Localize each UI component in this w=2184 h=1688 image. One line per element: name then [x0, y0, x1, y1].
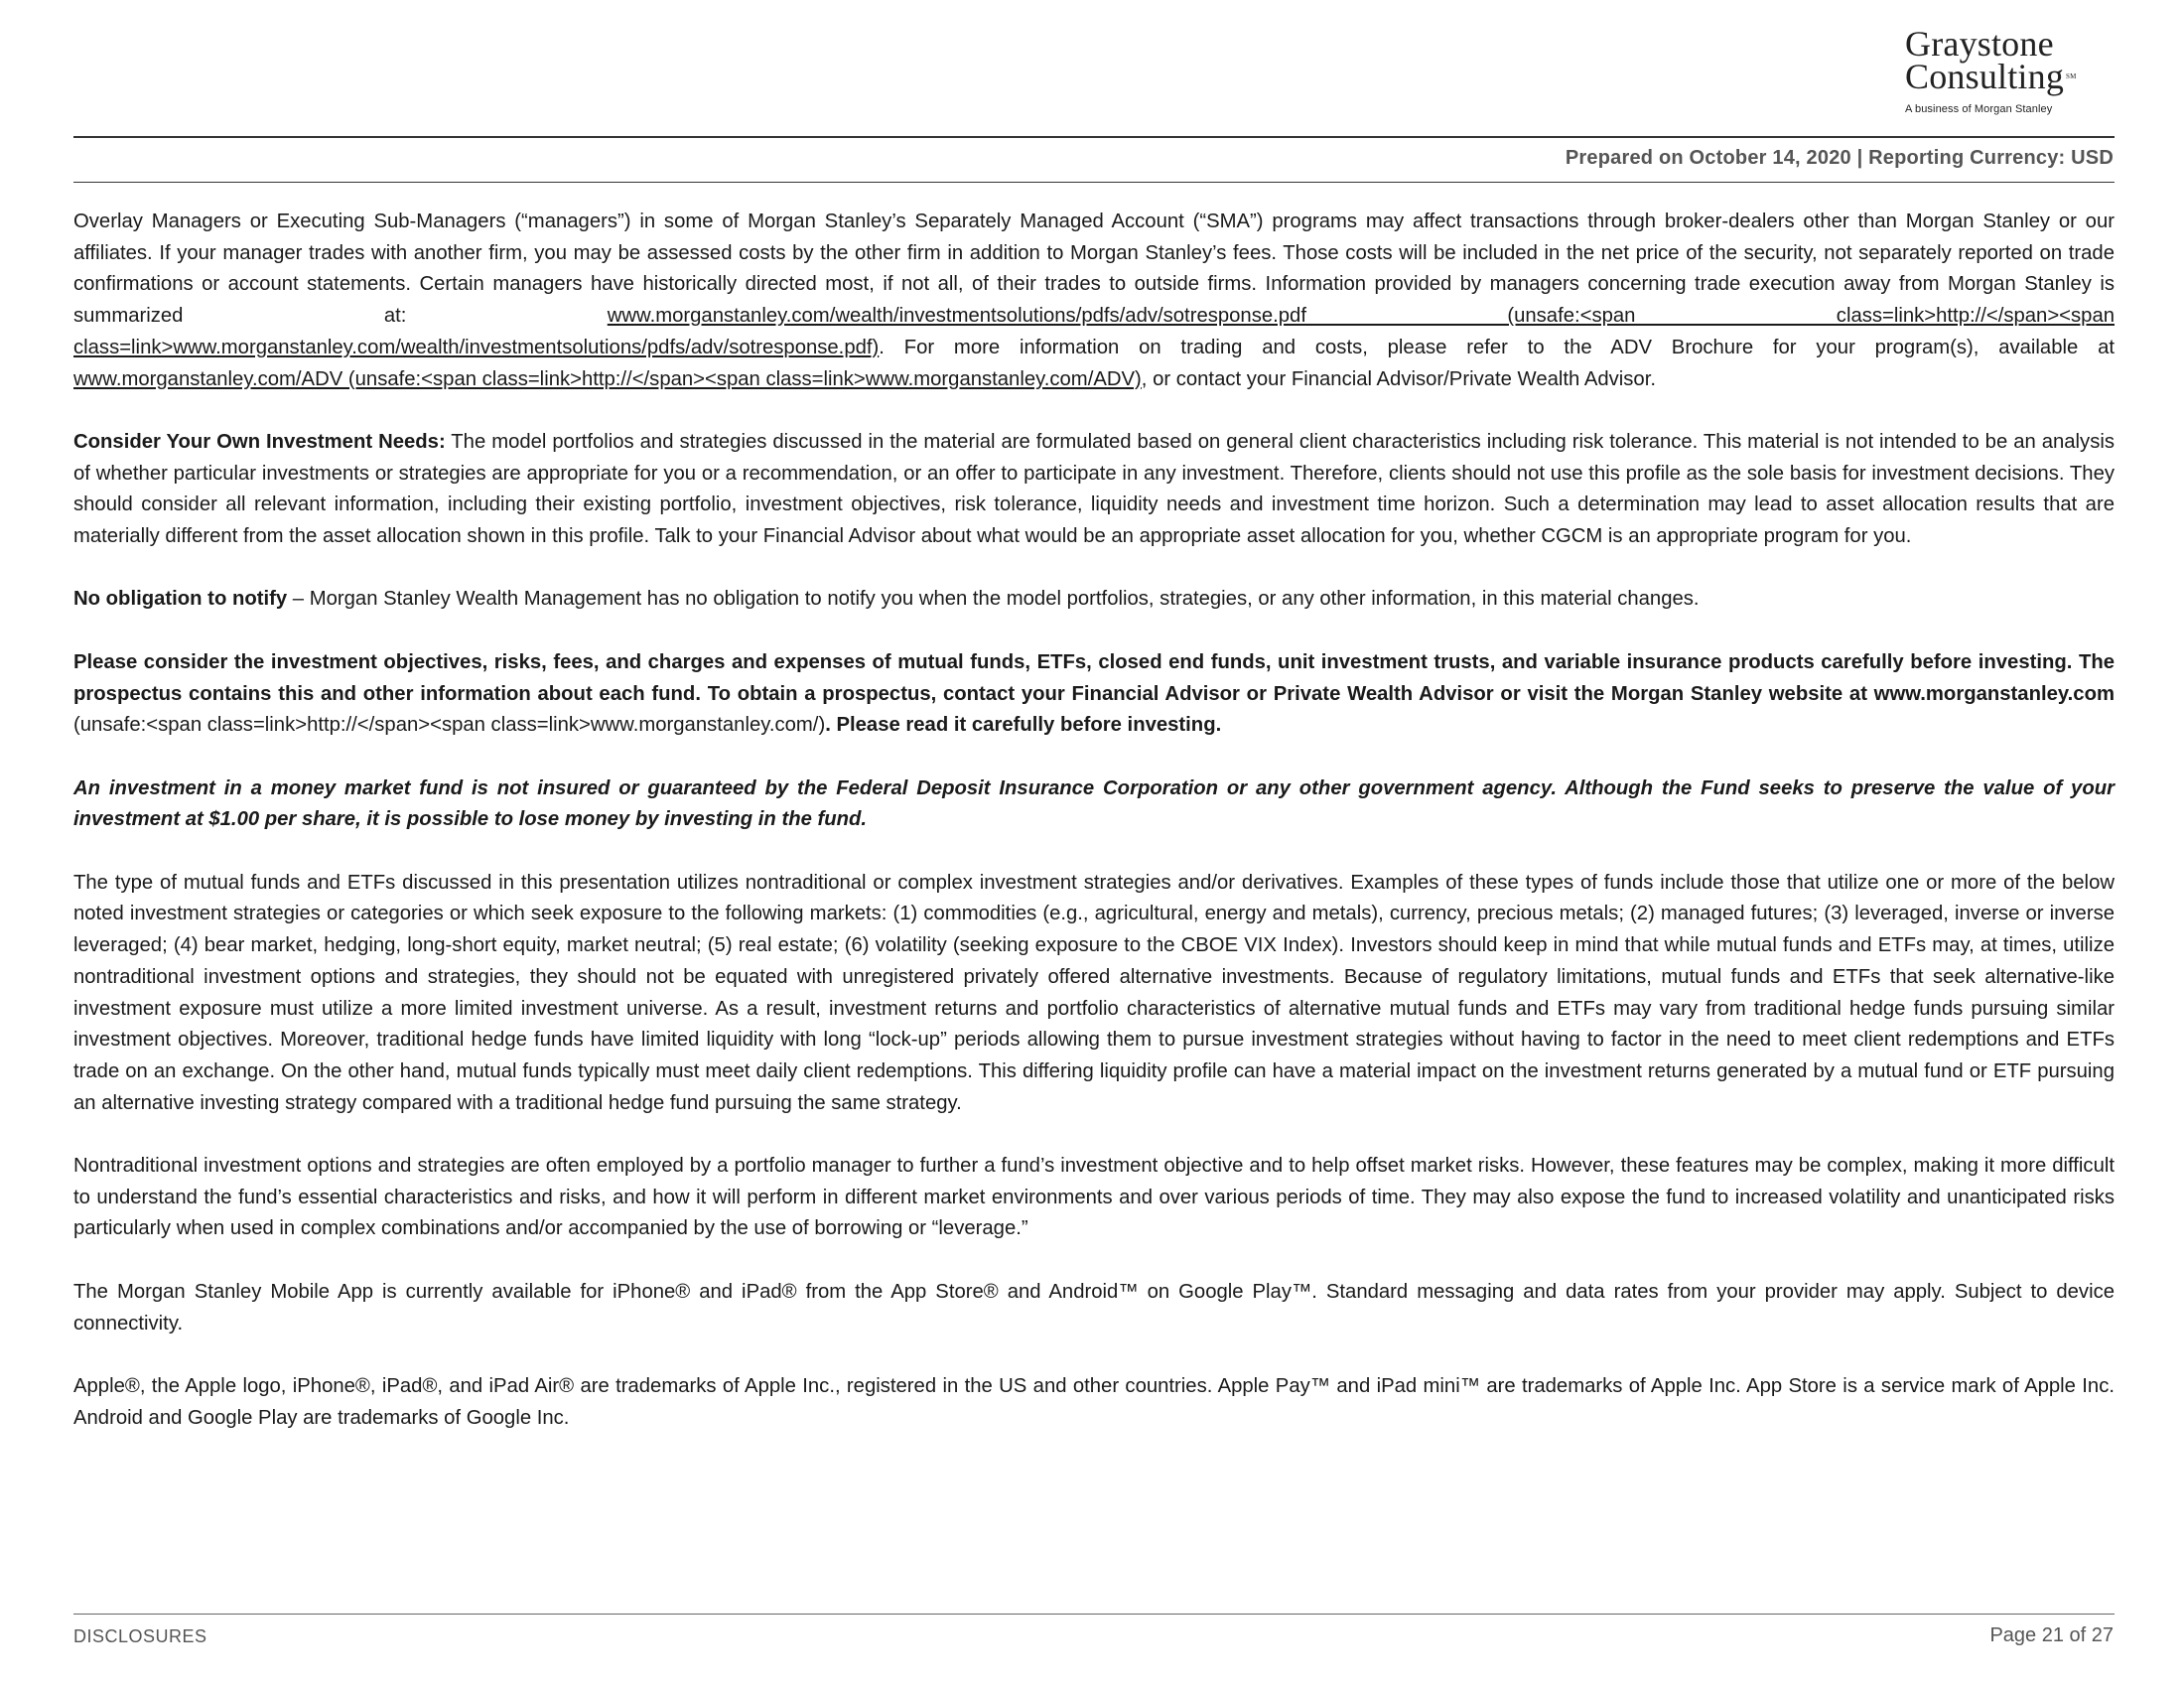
- footer-section-label: DISCLOSURES: [73, 1626, 207, 1646]
- logo-service-mark: SM: [2066, 72, 2077, 80]
- header-rule-top: [73, 136, 2115, 138]
- paragraph-prospectus: [73, 647, 2115, 742]
- logo-consulting-text: Consulting: [1905, 57, 2065, 96]
- investment-needs-heading: Consider Your Own Investment Needs:: [73, 430, 446, 453]
- paragraph-nontraditional-strategies: Nontraditional investment options and strategies are often employed by a portfolio manager to further a fund’s investment objective and to help offset market risks. However, these features may be complex, making it more difficult to understand the fund’s essential characteristics and risks, and how it will perform in different market environments and over various periods of time. They may also expose the fund to increased volatility and unanticipated risks particularly when used in complex combinations and/or accompanied by the use of borrowing or “leverage.”: [73, 1155, 2115, 1240]
- prospectus-text-b: . Please read it carefully before investing.: [825, 714, 1222, 737]
- logo-line-consulting: [1905, 57, 2104, 96]
- p1-text-c: , or contact your Financial Advisor/Private Wealth Advisor.: [1141, 367, 1656, 390]
- paragraph-nontraditional-funds: The type of mutual funds and ETFs discussed in this presentation utilizes nontraditional or complex investment strategies and/or derivatives. Examples of these types of funds include those that utilize one or more of the below noted investment strategies or categories or which seek exposure to the following markets: (1) commodities (e.g., agricultural, energy and metals), currency, precious metals; (2) managed futures; (3) leveraged, inverse or inverse leveraged; (4) bear market, hedging, long-short equity, market neutral; (5) real estate; (6) volatility (seeking exposure to the CBOE VIX Index). Investors should keep in mind that while mutual funds and ETFs may, at times, utilize nontraditional investment options and strategies, they should not be equated with unregistered privately offered alternative investments. Because of regulatory limitations, mutual funds and ETFs that seek alternative-like investment exposure must utilize a more limited investment universe. As a result, investment returns and portfolio characteristics of alternative mutual funds and ETFs may vary from traditional hedge funds pursuing similar investment objectives. Moreover, traditional hedge funds have limited liquidity with long “lock-up” periods allowing them to pursue investment strategies without having to factor in the need to meet client redemptions and ETFs trade on an exchange. On the other hand, mutual funds typically must meet daily client redemptions. This differing liquidity profile can have a material impact on the investment returns generated by a mutual fund or ETF pursuing an alternative investing strategy compared with a traditional hedge fund pursuing the same strategy.: [73, 871, 2115, 1114]
- graystone-logo: [1905, 24, 2104, 115]
- paragraph-no-obligation: [73, 584, 2115, 616]
- footer-rule: [73, 1614, 2115, 1615]
- no-obligation-text: – Morgan Stanley Wealth Management has no obligation to notify you when the model portfolios, strategies, or any other information, in this material changes.: [287, 588, 1700, 611]
- prospectus-unsafe-link[interactable]: (unsafe:<span class=link>http://</span><span class=link>www.morganstanley.com/): [73, 714, 826, 737]
- p1-text-b: . For more information on trading and costs, please refer to the ADV Brochure for your program(s), available at: [879, 336, 2115, 358]
- investment-needs-text: The model portfolios and strategies discussed in the material are formulated based on general client characteristics including risk tolerance. This material is not intended to be an analysis of whether particular investments or strategies are appropriate for you or a recommendation, or an offer to participate in any investment. Therefore, clients should not use this profile as the sole basis for investment decisions. They should consider all relevant information, including their existing portfolio, investment objectives, risk tolerance, liquidity needs and investment time horizon. Such a determination may lead to asset allocation results that are materially different from the asset allocation shown in this profile. Talk to your Financial Advisor about what would be an appropriate asset allocation for you, whether CGCM is an appropriate program for you.: [73, 430, 2115, 548]
- paragraph-trademarks: Apple®, the Apple logo, iPhone®, iPad®, and iPad Air® are trademarks of Apple Inc., registered in the US and other countries. Apple Pay™ and iPad mini™ are trademarks of Apple Inc. App Store is a service mark of Apple Inc. Android and Google Play are trademarks of Google Inc.: [73, 1374, 2115, 1429]
- prospectus-text-a: Please consider the investment objectives, risks, fees, and charges and expenses of mutual funds, ETFs, closed end funds, unit investment trusts, and variable insurance products carefully before investing. The prospectus contains this and other information about each fund. To obtain a prospectus, contact your Financial Advisor or Private Wealth Advisor or visit the Morgan Stanley website at www.morganstanley.com: [73, 650, 2115, 705]
- header-rule-bottom: [73, 182, 2115, 183]
- paragraph-mobile-app: The Morgan Stanley Mobile App is currently available for iPhone® and iPad® from the App Store® and Android™ on Google Play™. Standard messaging and data rates from your provider may apply. Subject to device connectivity.: [73, 1280, 2115, 1335]
- p1-text-a: Overlay Managers or Executing Sub-Managers (“managers”) in some of Morgan Stanley’s Separately Managed Account (“SMA”) programs may affect transactions through broker-dealers other than Morgan Stanley or our affiliates. If your manager trades with another firm, you may be assessed costs by the other firm in addition to Morgan Stanley’s fees. Those costs will be included in the net price of the security, not separately reported on trade confirmations or account statements. Certain managers have historically directed most, if not all, of their trades to outside firms. Information provided by managers concerning trade execution away from Morgan Stanley is summarized at:: [73, 211, 2115, 328]
- logo-line-graystone: Graystone: [1905, 24, 2054, 64]
- logo-tagline: A business of Morgan Stanley: [1905, 103, 2053, 115]
- paragraph-money-market: An investment in a money market fund is not insured or guaranteed by the Federal Deposit Insurance Corporation or any other government agency. Although the Fund seeks to preserve the value of your investment at $1.00 per share, it is possible to lose money by investing in the fund.: [73, 776, 2115, 831]
- prepared-on-label: Prepared on October 14, 2020 | Reporting Currency: USD: [1565, 147, 2114, 169]
- disclosures-body: [73, 207, 2115, 1466]
- no-obligation-heading: No obligation to notify: [73, 588, 288, 611]
- sotresponse-link[interactable]: www.morganstanley.com/wealth/investmentsolutions/pdfs/adv/sotresponse.pdf (unsafe:<span class=link>http://</span><span class=link>www.morganstanley.com/wealth/investmentsolutions/pdfs/adv/sotresponse.pdf): [73, 305, 2115, 358]
- paragraph-investment-needs: [73, 427, 2115, 553]
- page-number: Page 21 of 27: [1989, 1624, 2114, 1646]
- adv-link[interactable]: www.morganstanley.com/ADV (unsafe:<span class=link>http://</span><span class=link>www.morganstanley.com/ADV): [73, 367, 1142, 390]
- paragraph-overlay-managers: [73, 207, 2115, 395]
